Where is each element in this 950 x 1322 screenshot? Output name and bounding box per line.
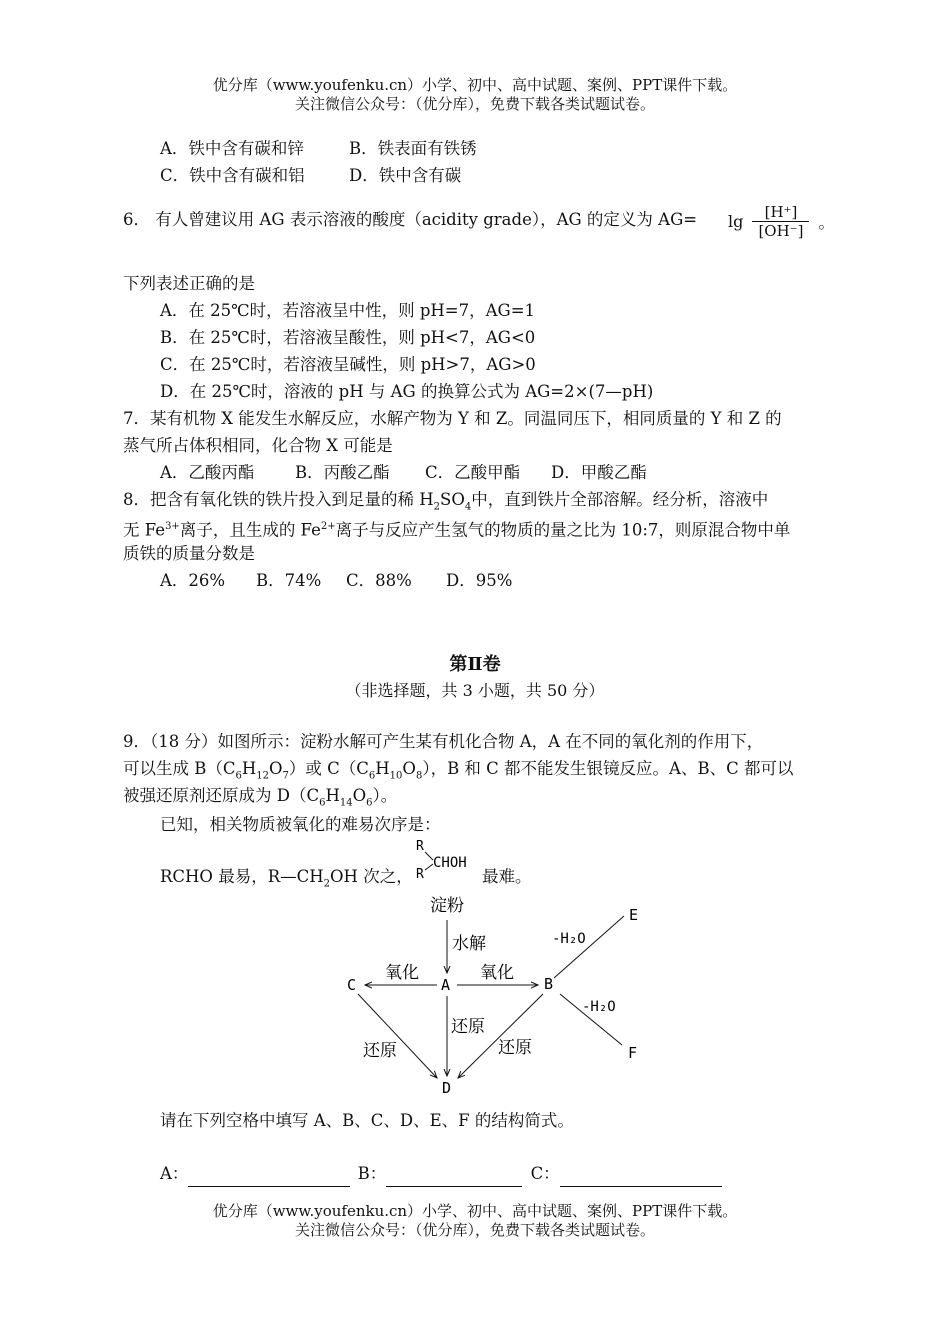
- q9-line-1: 9．（18 分）如图所示：淀粉水解可产生某有机化合物 A，A 在不同的氧化剂的作用下，: [123, 732, 764, 751]
- q9-l2-g: ），B 和 C 都不能发生银镜反应。A、B、C 都可以: [422, 759, 794, 778]
- node-f: F: [628, 1044, 638, 1062]
- struct-bond-top: [425, 852, 433, 860]
- q8-option-a: A．26%: [160, 571, 226, 590]
- struct-chohl: CHOH: [433, 855, 467, 871]
- q6-numerator: [H⁺]: [752, 203, 809, 222]
- reaction-diagram: [330, 890, 660, 1100]
- label-reduce-mid: 还原: [451, 1017, 485, 1037]
- label-reduce-right: 还原: [498, 1038, 532, 1058]
- q6-formula: [728, 203, 835, 240]
- q8-line-2: [123, 514, 790, 544]
- header-line-1: 优分库（www.youfenku.cn）小学、初中、高中试题、案例、PPT课件下载。: [212, 76, 738, 94]
- node-a: A: [441, 976, 451, 994]
- q8-l2-b: 离子，且生成的 Fe: [179, 520, 321, 540]
- q9-l2-c: O: [269, 759, 283, 778]
- q7-option-b: B．丙酸乙酯: [295, 463, 390, 482]
- label-hydrolysis: 水解: [452, 934, 486, 954]
- q9-order-sub: 2: [323, 878, 331, 890]
- q7-option-a: A．乙酸丙酯: [160, 463, 255, 482]
- q9-instruction: 请在下列空格中填写 A、B、C、D、E、F 的结构简式。: [160, 1111, 574, 1130]
- answer-row: [160, 1161, 722, 1187]
- footer-line-1: 优分库（www.youfenku.cn）小学、初中、高中试题、案例、PPT课件下载。: [212, 1202, 738, 1220]
- q9-l2-s1: 6: [235, 770, 242, 782]
- q8-l1-sub2: 4: [464, 501, 472, 513]
- node-e: E: [629, 906, 639, 924]
- arrow-c-to-d: [358, 994, 437, 1078]
- q7-line-1: 7．某有机物 X 能发生水解反应，水解产物为 Y 和 Z。同温同压下，相同质量的 Y 和 Z 的: [123, 409, 782, 428]
- q9-order-c: 最难。: [482, 867, 532, 886]
- q5-option-d: D．铁中含有碳: [349, 166, 462, 185]
- q8-l2-a: 无 Fe: [123, 520, 166, 540]
- blank-a-label: A：: [160, 1164, 189, 1183]
- q9-order-b-text: OH 次之，: [330, 867, 413, 886]
- q9-l3-s2: 14: [339, 797, 353, 809]
- q8-option-b: B．74%: [256, 571, 322, 590]
- line-b-to-e: [554, 916, 624, 978]
- label-minus-h2o-top: -H₂O: [552, 931, 586, 947]
- label-oxidize-left: 氧化: [385, 963, 419, 983]
- q9-l2-f: O: [402, 759, 416, 778]
- q6-option-b: B．在 25℃时，若溶液呈酸性，则 pH<7，AG<0: [160, 328, 536, 347]
- q8-option-c: C．88%: [346, 571, 412, 590]
- q8-l1-a: 8．把含有氧化铁的铁片投入到足量的稀 H: [123, 490, 434, 509]
- q9-l3-a: 被强还原剂还原成为 D（C: [123, 786, 320, 805]
- label-oxidize-right: 氧化: [480, 963, 514, 983]
- q9-l2-s5: 10: [389, 770, 403, 782]
- q6-fraction: [752, 203, 809, 240]
- q6-option-d: D．在 25℃时，溶液的 pH 与 AG 的换算公式为 AG=2×(7—pH): [160, 382, 654, 401]
- q9-l3-d: ）。: [372, 786, 398, 805]
- q6-denominator: [OH⁻]: [758, 222, 804, 240]
- q9-l3-c: O: [352, 786, 367, 805]
- section-title: 第Ⅱ卷: [449, 654, 501, 675]
- q8-l2-c: 离子与反应产生氢气的物质的量之比为 10:7，则原混合物中单: [335, 520, 791, 540]
- q8-l2-sup2: 2+: [320, 521, 336, 532]
- q8-option-d: D．95%: [446, 571, 513, 590]
- q6-stem: [123, 207, 697, 233]
- q5-option-a: A．铁中含有碳和锌: [160, 139, 304, 158]
- q9-l2-s2: 12: [256, 770, 269, 782]
- blank-a-line[interactable]: [188, 1168, 350, 1187]
- q5-option-b: B．铁表面有铁锈: [349, 139, 477, 158]
- q9-l2-a: 可以生成 B（C: [123, 759, 236, 778]
- node-d: D: [442, 1079, 452, 1097]
- q6-option-c: C．在 25℃时，若溶液呈碱性，则 pH>7，AG>0: [160, 355, 536, 374]
- q6-prompt: 下列表述正确的是: [123, 274, 255, 293]
- q8-l1-c: 中，直到铁片全部溶解。经分析，溶液中: [471, 490, 769, 509]
- label-minus-h2o-bottom: -H₂O: [582, 999, 616, 1015]
- q7-option-d: D．甲酸乙酯: [551, 463, 647, 482]
- q9-l3-s3: 6: [366, 797, 373, 809]
- q9-l2-s4: 6: [368, 770, 376, 782]
- q6-stem-text: 6． 有人曾建议用 AG 表示溶液的酸度（acidity grade），AG 的定义为 AG=: [123, 210, 698, 229]
- struct-r-bottom: R: [416, 867, 424, 882]
- q9-order-a-text: RCHO 最易，R—CH: [160, 867, 324, 886]
- q9-l3-s1: 6: [319, 797, 326, 809]
- q9-l2-s3: 7: [282, 770, 289, 782]
- node-c: C: [347, 976, 357, 994]
- label-reduce-left: 还原: [363, 1041, 397, 1061]
- label-starch: 淀粉: [430, 896, 464, 916]
- q9-l2-d: ）或 C（C: [288, 759, 369, 778]
- q9-l2-s6: 8: [415, 770, 423, 782]
- blank-b-line[interactable]: [386, 1168, 522, 1187]
- q9-l2-b: H: [241, 759, 257, 778]
- section-subtitle: （非选择题，共 3 小题，共 50 分）: [345, 681, 605, 700]
- q7-line-2: 蒸气所占体积相同，化合物 X 可能是: [123, 436, 393, 455]
- footer-line-2: 关注微信公众号：（优分库），免费下载各类试题试卷。: [294, 1221, 655, 1239]
- q8-line-3: 质铁的质量分数是: [123, 544, 255, 563]
- q6-period: 。: [818, 213, 835, 232]
- header-line-2: 关注微信公众号：（优分库），免费下载各类试题试卷。: [294, 95, 655, 113]
- q8-l2-sup1: 3+: [165, 521, 180, 532]
- struct-bond-bottom: [425, 864, 433, 870]
- q9-known: 已知，相关物质被氧化的难易次序是：: [160, 815, 441, 834]
- q8-l1-b: SO: [440, 490, 465, 509]
- q6-option-a: A．在 25℃时，若溶液呈中性，则 pH=7，AG=1: [160, 301, 536, 320]
- q5-option-c: C．铁中含有碳和铝: [160, 166, 305, 185]
- q7-option-c: C．乙酸甲酯: [425, 463, 521, 482]
- q9-l2-e: H: [375, 759, 390, 778]
- node-b: B: [544, 975, 554, 993]
- blank-c-label: C：: [530, 1164, 560, 1183]
- q8-l1-sub1: 2: [433, 501, 441, 513]
- blank-b-label: B：: [357, 1164, 387, 1183]
- q6-lg: lg: [728, 212, 744, 231]
- q9-l3-b: H: [325, 786, 340, 805]
- blank-c-line[interactable]: [560, 1168, 722, 1187]
- struct-r-top: R: [416, 839, 424, 854]
- secondary-alcohol-structure: [412, 836, 482, 884]
